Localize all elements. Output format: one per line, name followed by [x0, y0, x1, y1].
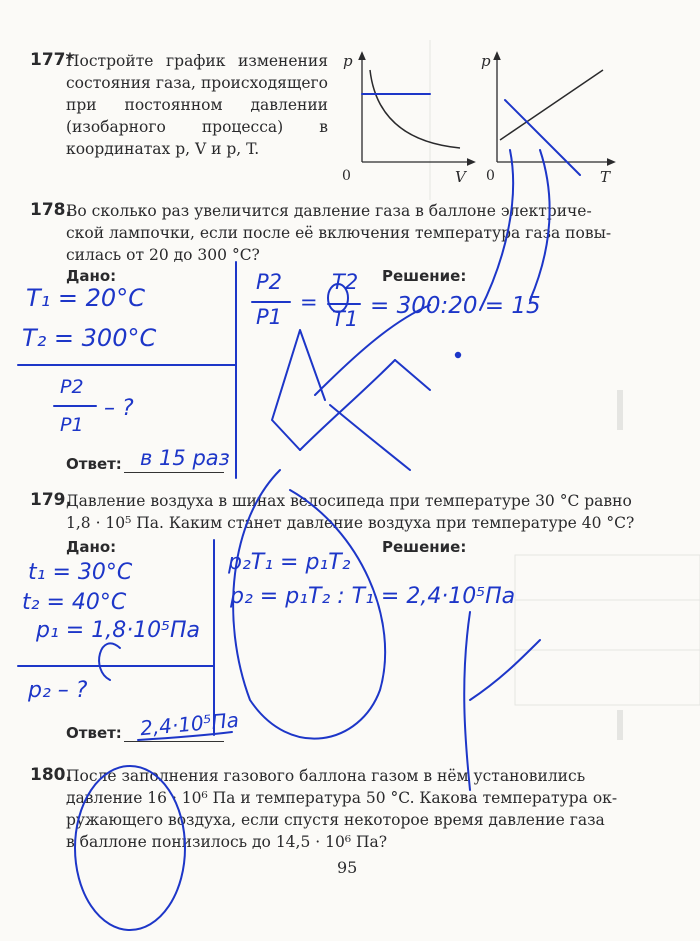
hw-178-answer: в 15 раз: [140, 446, 230, 470]
hw-178-eq-t2: T2: [332, 270, 359, 294]
graph2-t-axis-label: T: [600, 168, 611, 186]
hw-178-find-den: P1: [60, 414, 84, 436]
problem-179-line2: 1,8 · 10⁵ Па. Каким станет давление воздуха при температуре 40 °C?: [66, 514, 635, 532]
hw-178-eq-p1: P1: [256, 305, 283, 329]
graph1-v-axis-label: V: [455, 168, 466, 186]
problem-179-number: 179.: [30, 490, 72, 510]
problem-178-line1: Во сколько раз увеличится давление газа в баллоне электриче-: [66, 202, 592, 220]
problem-178-given-label: Дано:: [66, 267, 117, 285]
problem-178-answer-line: [124, 472, 224, 473]
problem-180-line1: После заполнения газового баллона газом в нём установились: [66, 767, 586, 785]
problem-180-line3: ружающего воздуха, если спустя некоторое время давление газа: [66, 811, 605, 829]
problem-177-text: Постройте график изменения состояния газа, происходящего при постоянном давлении (изобарного процесса) в координатах p, V и p, T.: [66, 52, 328, 158]
hw-178-t2: T₂ = 300°C: [22, 324, 157, 352]
problem-180-line2: давление 16 · 10⁶ Па и температура 50 °C. Какова температура ок-: [66, 789, 618, 807]
hw-178-eq-result: = 300:20 = 15: [370, 293, 541, 319]
problem-180-line4: в баллоне понизилось до 14,5 · 10⁶ Па?: [66, 833, 388, 851]
problem-178-line2: ской лампочки, если после её включения температура газа повы-: [66, 224, 612, 242]
hw-179-p1: p₁ = 1,8·10⁵Па: [36, 618, 201, 643]
hw-179-t2: t₂ = 40°C: [22, 590, 127, 615]
problem-179-line1: Давление воздуха в шинах велосипеда при температуре 30 °C равно: [66, 492, 632, 510]
problem-179-answer-label: Ответ:: [66, 724, 122, 742]
graph2-p-axis-label: p: [481, 52, 491, 70]
hw-178-eq-t1: T1: [332, 307, 359, 331]
hw-179-answer: 2,4·10⁵Па: [139, 707, 240, 741]
hw-179-eq2: p₂ = p₁T₂ : T₁ = 2,4·10⁵Па: [230, 584, 516, 609]
hw-178-find-q: – ?: [104, 396, 134, 421]
hw-179-t1: t₁ = 30°C: [28, 560, 133, 585]
problem-178-answer-label: Ответ:: [66, 455, 122, 473]
problem-180-number: 180.: [30, 765, 72, 785]
problem-178-line3: силась от 20 до 300 °C?: [66, 246, 260, 264]
hw-178-eq-equals: =: [300, 290, 318, 314]
problem-179-given-label: Дано:: [66, 538, 117, 556]
problem-178-solution-label: Решение:: [382, 267, 467, 285]
graph1-origin-label: 0: [342, 168, 351, 184]
problem-177-number: 177*: [30, 50, 75, 70]
hw-178-find-num: P2: [60, 376, 84, 398]
hw-178-t1: T₁ = 20°C: [26, 284, 145, 312]
problem-179-answer-line: [124, 741, 224, 742]
graph2-origin-label: 0: [486, 168, 495, 184]
problem-178-number: 178.: [30, 200, 72, 220]
hw-179-p2: p₂ – ?: [28, 678, 88, 703]
problem-179-solution-label: Решение:: [382, 538, 467, 556]
graph1-p-axis-label: p: [343, 52, 353, 70]
hw-179-eq1: p₂T₁ = p₁T₂: [228, 550, 351, 575]
page-number: 95: [337, 858, 358, 877]
hw-178-eq-p2: P2: [256, 270, 283, 294]
